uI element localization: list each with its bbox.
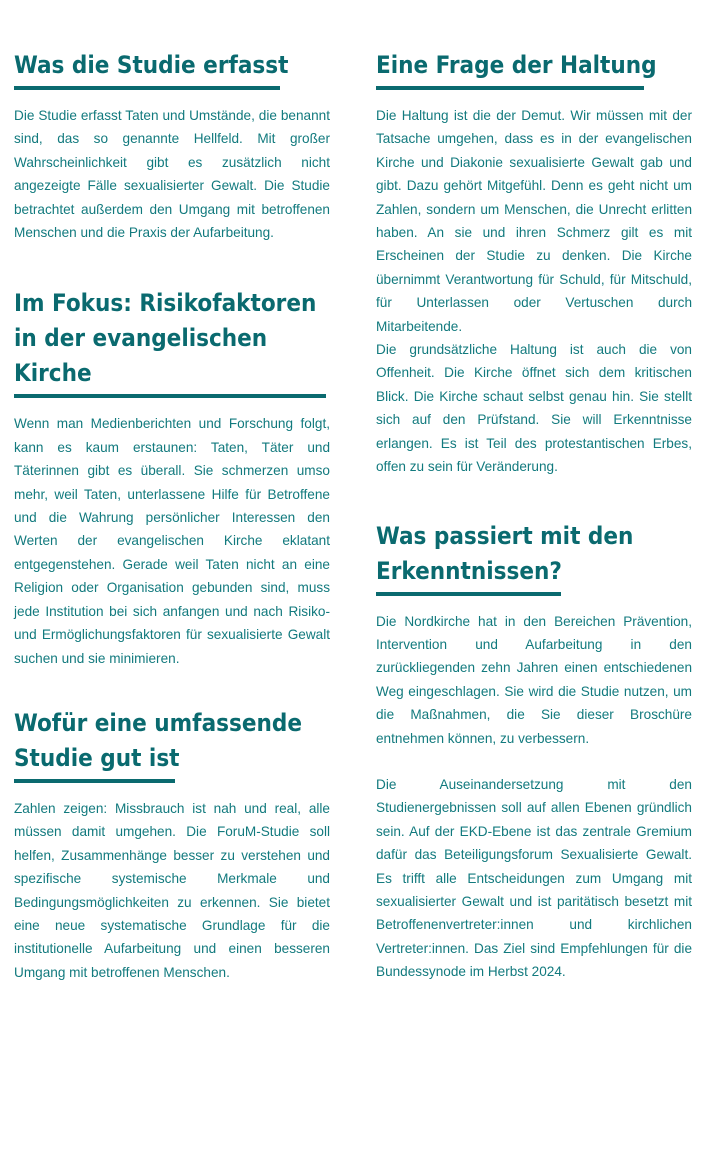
right-column bbox=[376, 48, 692, 984]
section-body: Die Studie erfasst Taten und Umstände, die benannt sind, das so genannte Hellfeld. Mit großer Wahrscheinlichkeit gibt es zusätzlich nicht angezeigte Fälle sexualisierter Gewalt. Die Studie betrachtet außerdem den Umgang mit betroffenen Menschen und die Praxis der Aufarbeitung. bbox=[14, 108, 330, 241]
heading-underline bbox=[14, 86, 280, 90]
section-body: Wenn man Medienberichten und Forschung folgt, kann es kaum erstaunen: Taten, Täter und Täterinnen gibt es überall. Sie schmerzen umso mehr, weil Taten, unterlassene Hilfe für Betroffene und die Wahrung persönlicher Interessen den Werten der evangelischen Kirche eklatant entgegenstehen. Gerade weil Taten nicht an eine Religion oder Organisation gebunden sind, muss jede Institution bei sich anfangen und nach Risiko- und Ermöglichungsfaktoren für sexualisierte Gewalt suchen und sie minimieren. bbox=[14, 416, 330, 666]
section-body-2: Die grundsätzliche Haltung ist auch die von Offenheit. Die Kirche öffnet sich dem kritischen Blick. Die Kirche schaut selbst genau hin. Sie stellt sich auf den Prüfstand. Sie will Erkenntnisse erlangen. Es ist Teil des protestantischen Erbes, offen zu sein für Veränderung. bbox=[376, 342, 692, 475]
section-heading-line1: Im Fokus: Risikofaktoren bbox=[14, 289, 317, 318]
section-heading-line2: Studie gut ist bbox=[14, 743, 180, 772]
heading-underline bbox=[14, 394, 326, 398]
section-body-1: Die Nordkirche hat in den Bereichen Prävention, Intervention und Aufarbeitung in den zurückliegenden zehn Jahren einen entschiedenen Weg eingeschlagen. Sie wird die Studie nutzen, um die Maßnahmen, die Sie dieser Broschüre entnehmen können, zu verbessern. bbox=[376, 613, 692, 746]
section-heading-line2: Erkenntnissen? bbox=[376, 556, 562, 585]
section-was-passiert bbox=[376, 519, 692, 984]
section-body: Zahlen zeigen: Missbrauch ist nah und real, alle müssen damit umgehen. Die ForuM-Studie soll helfen, Zusammenhänge besser zu verstehen und spezifische systemische Merkmale und Bedingungsmöglichkeiten zu erkennen. Sie bietet eine neue systematische Grundlage für die institutionelle Aufarbeitung und einen besseren Umgang mit betroffenen Menschen. bbox=[14, 800, 330, 980]
section-heading: Was die Studie erfasst bbox=[14, 51, 289, 79]
section-was-die-studie-erfasst bbox=[14, 48, 330, 244]
section-heading-line1: Wofür eine umfassende bbox=[14, 708, 302, 737]
section-im-fokus bbox=[14, 286, 330, 669]
section-wofuer-studie bbox=[14, 706, 330, 984]
section-body-2: Die Auseinandersetzung mit den Studienergebnissen soll auf allen Ebenen gründlich sein. Auf der EKD-Ebene ist das zentrale Gremium dafür das Beteiligungsforum Sexualisierte Gewalt. Es trifft alle Entscheidungen zum Umgang mit sexualisierter Gewalt und ist paritätisch besetzt mit Betroffenenvertreter:innen und kirchlichen Vertreter:innen. Das Ziel sind Empfehlungen für die Bundessynode im Herbst 2024. bbox=[376, 776, 692, 980]
section-heading-line2: in der evangelischen Kirche bbox=[14, 324, 268, 388]
section-heading: Eine Frage der Haltung bbox=[376, 51, 657, 79]
heading-underline bbox=[376, 592, 561, 596]
section-body-1: Die Haltung ist die der Demut. Wir müssen mit der Tatsache umgehen, dass es in der evangelischen Kirche und Diakonie sexualisierte Gewalt gab und gibt. Dazu gehört Mitgefühl. Denn es geht nicht um Zahlen, sondern um Menschen, die Unrecht erlitten haben. An sie und ihren Schmerz gilt es mit Erscheinen der Studie zu denken. Die Kirche übernimmt Verantwortung für Schuld, für Mitschuld, für Unterlassen oder Vertuschen durch Mitarbeitende. bbox=[376, 108, 692, 334]
heading-underline bbox=[376, 86, 644, 90]
heading-underline bbox=[14, 779, 175, 783]
section-frage-der-haltung bbox=[376, 48, 692, 479]
section-heading-line1: Was passiert mit den bbox=[376, 521, 634, 550]
left-column bbox=[14, 48, 330, 984]
